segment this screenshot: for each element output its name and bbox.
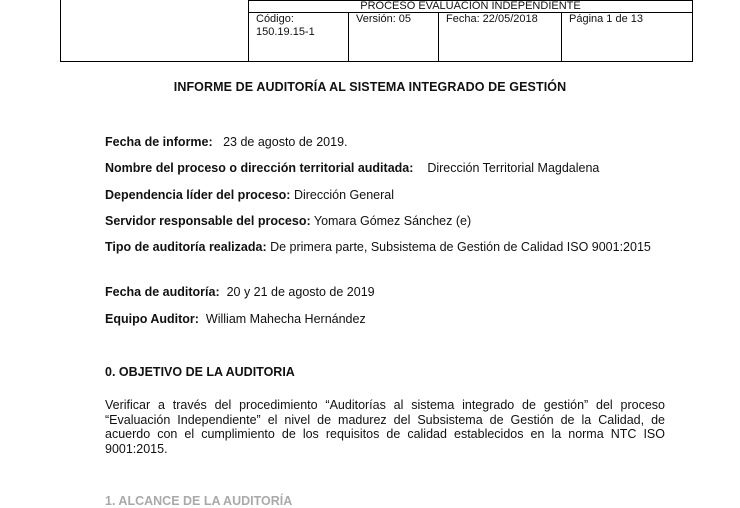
section-alcance-title: 1. ALCANCE DE LA AUDITORÍA <box>105 494 293 508</box>
report-title: INFORME DE AUDITORÍA AL SISTEMA INTEGRADO DE GESTIÓN <box>173 80 567 94</box>
header-process-title: PROCESO EVALUACIÓN INDEPENDIENTE <box>249 1 692 13</box>
field-value: Yomara Gómez Sánchez (e) <box>313 214 472 228</box>
field-label: Fecha de informe: <box>105 135 213 149</box>
header-fecha: Fecha: 22/05/2018 <box>439 13 562 62</box>
header-codigo: Código: 150.19.15-1 <box>249 13 349 62</box>
field-fecha-informe <box>105 135 665 149</box>
field-label: Tipo de auditoría realizada: <box>105 240 267 254</box>
field-value: 23 de agosto de 2019. <box>223 135 348 149</box>
header-version: Versión: 05 <box>349 13 439 62</box>
field-fecha-auditoria <box>105 285 665 299</box>
field-label: Nombre del proceso o dirección territorial auditada: <box>105 161 414 175</box>
field-label: Equipo Auditor: <box>105 312 199 326</box>
field-value: 20 y 21 de agosto de 2019 <box>226 285 375 299</box>
section-objetivo-body: Verificar a través del procedimiento “Auditorías al sistema integrado de gestión” del proceso “Evaluación Independiente” el nivel de madurez del Subsistema de Gestión de la Calidad, de acuerdo con el cumplimiento de los requisitos de calidad establecidos en la norma NTC ISO 9001:2015. <box>105 398 665 456</box>
field-label: Servidor responsable del proceso: <box>105 214 311 228</box>
field-nombre-proceso <box>105 161 665 175</box>
field-value: Dirección General <box>293 188 394 202</box>
field-equipo-auditor <box>105 312 665 326</box>
field-tipo-auditoria <box>105 240 665 254</box>
header-pagina: Página 1 de 13 <box>569 13 644 25</box>
header-meta-row <box>249 13 692 62</box>
field-label: Fecha de auditoría: <box>105 285 220 299</box>
field-value: Dirección Territorial Magdalena <box>427 161 600 175</box>
field-servidor <box>105 214 665 228</box>
header-logo-cell <box>61 0 249 61</box>
section-objetivo-title: 0. OBJETIVO DE LA AUDITORIA <box>105 365 295 379</box>
field-label: Dependencia líder del proceso: <box>105 188 291 202</box>
field-value: William Mahecha Hernández <box>205 312 366 326</box>
field-value: De primera parte, Subsistema de Gestión de Calidad ISO 9001:2015 <box>270 240 651 254</box>
field-dependencia <box>105 188 665 202</box>
document-header-table <box>60 0 693 62</box>
